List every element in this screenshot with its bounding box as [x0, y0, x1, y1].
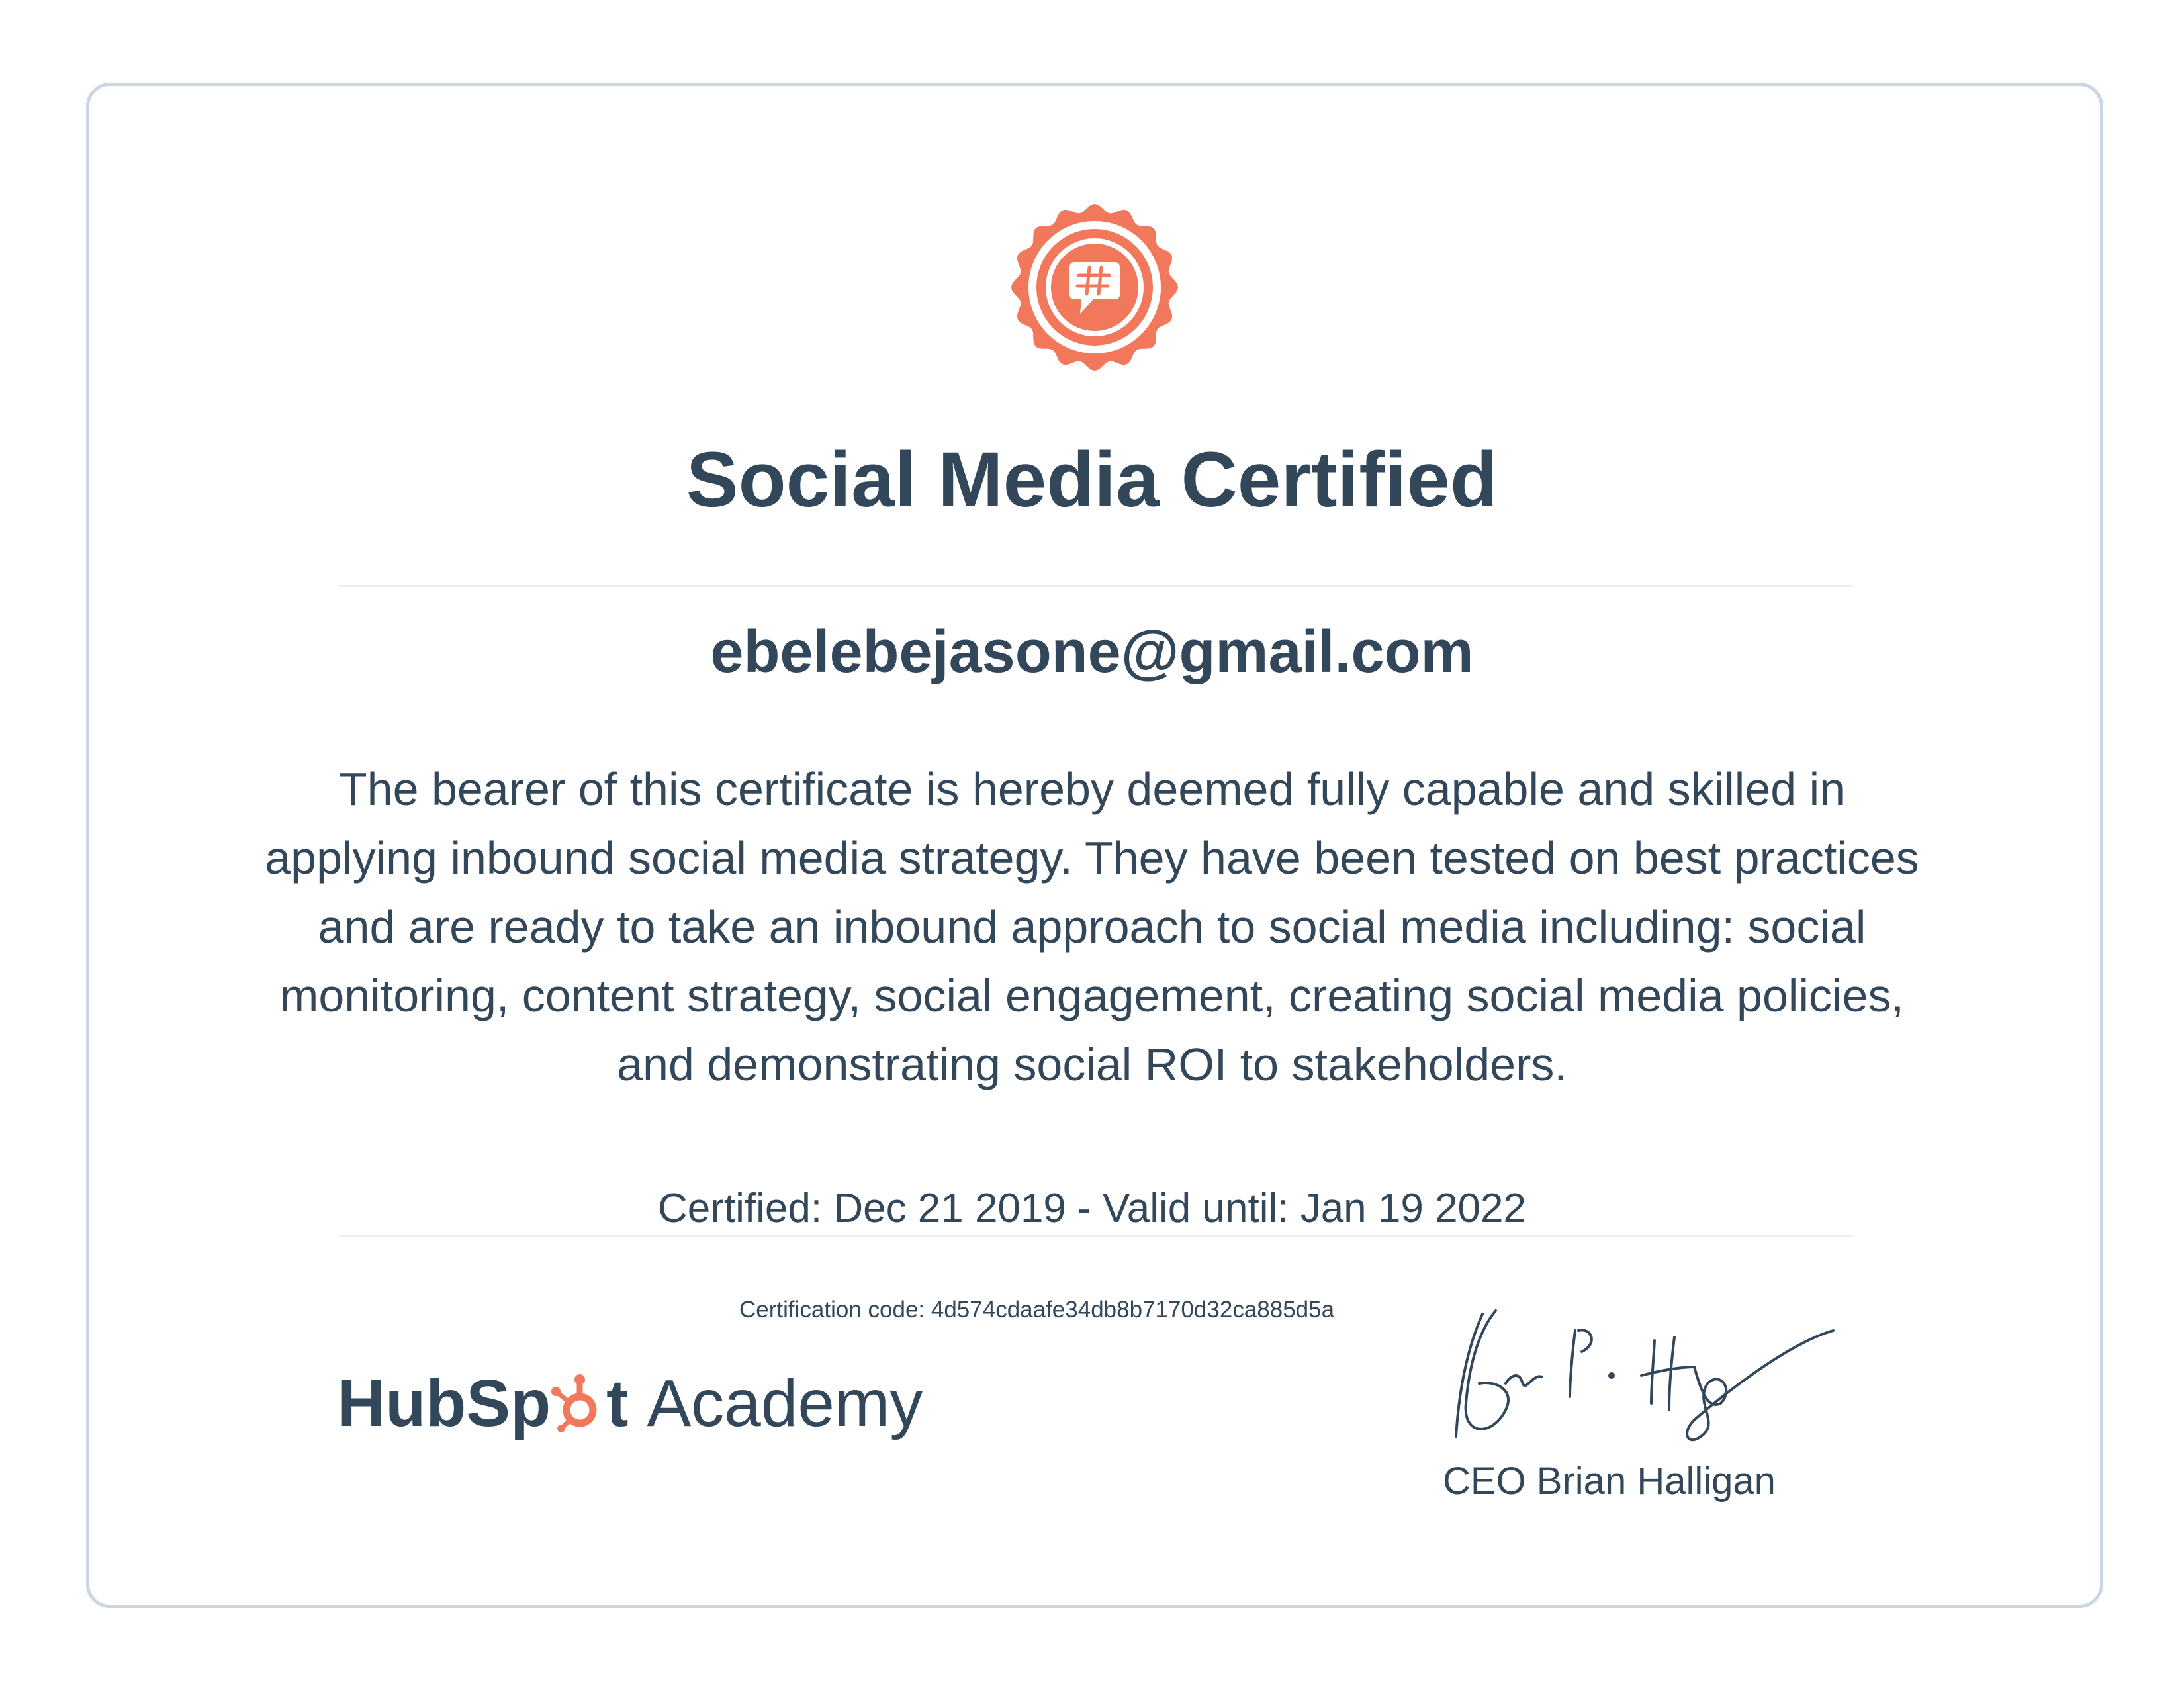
certificate-title: Social Media Certified	[686, 436, 1498, 524]
hashtag-chat-badge-icon	[1010, 203, 1179, 372]
signer-title: CEO Brian Halligan	[1443, 1460, 1776, 1503]
divider-top	[338, 585, 1853, 587]
hubspot-academy-logo	[338, 1364, 923, 1443]
ceo-signature	[1443, 1304, 1840, 1450]
logo-wordmark-t: t	[606, 1366, 629, 1440]
recipient-email: ebelebejasone@gmail.com	[710, 619, 1474, 685]
certification-code: Certification code: 4d574cdaafe34db8b7170d32ca885d5a	[739, 1297, 1335, 1323]
logo-wordmark-academy: Academy	[647, 1366, 923, 1440]
logo-wordmark-hubsp: HubSp	[338, 1366, 551, 1440]
certification-dates: Certified: Dec 21 2019 - Valid until: Jan 19 2022	[658, 1186, 1526, 1231]
hubspot-sprocket-icon	[551, 1373, 606, 1432]
certificate-description: The bearer of this certificate is hereby deemed fully capable and skilled in applying inbound social media strategy. They have been tested on best practices and are ready to take an inbound approach to social media including: social monitoring, content strategy, social engagement, creating social media policies, and demonstrating social ROI to stakeholders.	[265, 763, 1919, 1090]
divider-bottom	[338, 1235, 1853, 1237]
